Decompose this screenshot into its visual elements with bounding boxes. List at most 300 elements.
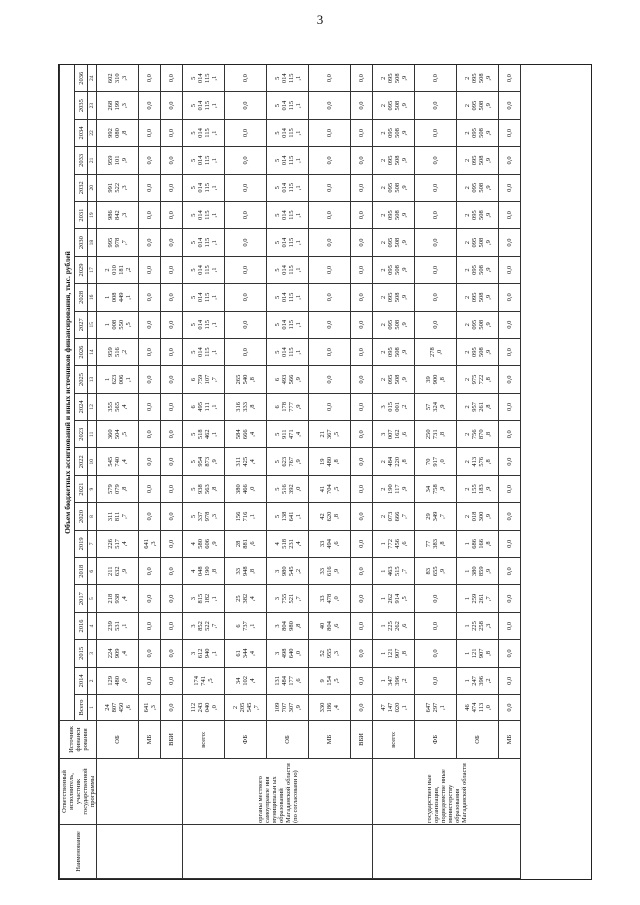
cell-value: 0,0 bbox=[225, 147, 267, 174]
cell-value: 0,0 bbox=[499, 393, 521, 420]
cell-value: 0,0 bbox=[309, 366, 351, 393]
cell-value: 0,0 bbox=[161, 92, 183, 119]
cell-value: 0,0 bbox=[415, 65, 457, 92]
column-number: 22 bbox=[88, 119, 97, 146]
cell-value: 250 731 ,8 bbox=[415, 421, 457, 448]
cell-value: 0,0 bbox=[309, 338, 351, 365]
cell-value: 3 015 001 ,2 bbox=[373, 393, 415, 420]
year-header: 2034 bbox=[75, 119, 88, 146]
cell-value: 1 262 914 ,5 bbox=[373, 585, 415, 612]
cell-value: 5 014 115 ,1 bbox=[267, 284, 309, 311]
cell-value: 0,0 bbox=[351, 585, 373, 612]
cell-value: 2 095 508 ,9 bbox=[373, 284, 415, 311]
table-row bbox=[161, 65, 183, 879]
cell-value: 0,0 bbox=[139, 503, 161, 530]
cell-value: 0,0 bbox=[161, 256, 183, 283]
cell-value: 5 014 115 ,1 bbox=[183, 338, 225, 365]
cell-value: 0,0 bbox=[415, 119, 457, 146]
column-number: 11 bbox=[88, 421, 97, 448]
cell-value: 0,0 bbox=[499, 448, 521, 475]
cell-value: 0,0 bbox=[139, 311, 161, 338]
cell-value: 34 758 ,9 bbox=[415, 475, 457, 502]
cell-value: 316 333 ,8 bbox=[225, 393, 267, 420]
cell-value: 0,0 bbox=[161, 558, 183, 585]
cell-value: 0,0 bbox=[351, 640, 373, 667]
cell-value: 0,0 bbox=[225, 119, 267, 146]
cell-value: 579 079 ,8 bbox=[97, 475, 139, 502]
cell-value: 0,0 bbox=[139, 256, 161, 283]
column-number: 17 bbox=[88, 256, 97, 283]
cell-value: 0,0 bbox=[351, 612, 373, 639]
cell-total: 2 205 545 ,7 bbox=[225, 695, 267, 721]
cell-value: 0,0 bbox=[139, 229, 161, 256]
year-header: 2025 bbox=[75, 366, 88, 393]
cell-value: 5 014 115 ,1 bbox=[183, 147, 225, 174]
cell-value: 25 382 ,4 bbox=[225, 585, 267, 612]
cell-value: 0,0 bbox=[351, 92, 373, 119]
cell-value: 360 504 ,5 bbox=[97, 421, 139, 448]
column-number: 20 bbox=[88, 174, 97, 201]
row-source: ФБ bbox=[225, 721, 267, 759]
cell-value: 0,0 bbox=[161, 612, 183, 639]
cell-value: 0,0 bbox=[225, 256, 267, 283]
cell-value: 2 413 576 ,8 bbox=[457, 448, 499, 475]
column-number: 3 bbox=[88, 640, 97, 667]
cell-value: 1 121 907 ,8 bbox=[373, 640, 415, 667]
cell-value: 0,0 bbox=[225, 201, 267, 228]
cell-value: 5 014 115 ,1 bbox=[267, 92, 309, 119]
cell-value: 33 478 ,0 bbox=[309, 585, 351, 612]
year-header: 2016 bbox=[75, 612, 88, 639]
cell-value: 0,0 bbox=[351, 338, 373, 365]
cell-value: 311 811 ,7 bbox=[97, 503, 139, 530]
cell-value: 1 121 907 ,8 bbox=[457, 640, 499, 667]
cell-total: 647 297 ,1 bbox=[415, 695, 457, 721]
cell-value: 0,0 bbox=[351, 558, 373, 585]
cell-value: 2 095 508 ,9 bbox=[457, 338, 499, 365]
cell-value: 0,0 bbox=[499, 530, 521, 557]
cell-value: 0,0 bbox=[499, 612, 521, 639]
year-header: 2031 bbox=[75, 201, 88, 228]
cell-value: 2 095 508 ,9 bbox=[373, 256, 415, 283]
year-header: 2033 bbox=[75, 147, 88, 174]
cell-value: 5 014 115 ,1 bbox=[267, 119, 309, 146]
cell-value: 0,0 bbox=[415, 229, 457, 256]
cell-value: 0,0 bbox=[161, 503, 183, 530]
cell-value: 2 095 508 ,9 bbox=[457, 284, 499, 311]
cell-value: 2 095 508 ,9 bbox=[457, 65, 499, 92]
cell-value: 3 804 980 ,8 bbox=[267, 612, 309, 639]
cell-value: 2 095 508 ,9 bbox=[457, 174, 499, 201]
cell-value: 0,0 bbox=[415, 92, 457, 119]
year-header: 2024 bbox=[75, 393, 88, 420]
cell-value: 6 759 107 ,7 bbox=[183, 366, 225, 393]
year-header: 2017 bbox=[75, 585, 88, 612]
cell-value: 0,0 bbox=[161, 475, 183, 502]
cell-value: 0,0 bbox=[415, 174, 457, 201]
cell-value: 6 178 777 ,9 bbox=[267, 393, 309, 420]
column-number: 18 bbox=[88, 229, 97, 256]
cell-value: 0,0 bbox=[499, 338, 521, 365]
cell-value: 28 881 ,6 bbox=[225, 530, 267, 557]
cell-value: 5 138 641 ,1 bbox=[267, 503, 309, 530]
year-header: 2032 bbox=[75, 174, 88, 201]
cell-value: 2 010 181 ,2 bbox=[97, 256, 139, 283]
cell-value: 0,0 bbox=[161, 65, 183, 92]
cell-value: 0,0 bbox=[351, 311, 373, 338]
row-name bbox=[373, 825, 521, 879]
cell-value: 29 349 ,7 bbox=[415, 503, 457, 530]
column-number: 21 bbox=[88, 147, 97, 174]
cell-value: 0,0 bbox=[139, 65, 161, 92]
cell-value: 52 955 ,3 bbox=[309, 640, 351, 667]
table-row bbox=[373, 65, 415, 879]
cell-value: 5 014 115 ,1 bbox=[267, 256, 309, 283]
cell-value: 959 516 ,2 bbox=[97, 338, 139, 365]
row-source: ОБ bbox=[97, 721, 139, 759]
year-header: 2026 bbox=[75, 338, 88, 365]
cell-value: 5 014 115 ,1 bbox=[267, 338, 309, 365]
cell-value: 0,0 bbox=[351, 201, 373, 228]
cell-value: 2 155 183 ,9 bbox=[457, 475, 499, 502]
cell-value: 19 480 ,8 bbox=[309, 448, 351, 475]
cell-value: 0,0 bbox=[139, 366, 161, 393]
cell-value: 995 978 ,7 bbox=[97, 229, 139, 256]
cell-value: 0,0 bbox=[499, 174, 521, 201]
cell-value: 5 014 115 ,1 bbox=[267, 147, 309, 174]
cell-value: 641 ,3 bbox=[139, 530, 161, 557]
cell-value: 33 616 ,9 bbox=[309, 558, 351, 585]
cell-value: 0,0 bbox=[351, 256, 373, 283]
cell-value: 0,0 bbox=[225, 229, 267, 256]
cell-value: 0,0 bbox=[351, 393, 373, 420]
table-row bbox=[351, 65, 373, 879]
cell-value: 0,0 bbox=[139, 585, 161, 612]
cell-value: 992 080 ,8 bbox=[97, 119, 139, 146]
cell-value: 2 484 220 ,8 bbox=[373, 448, 415, 475]
cell-value: 239 531 ,1 bbox=[97, 612, 139, 639]
cell-value: 174 741 ,5 bbox=[183, 667, 225, 694]
cell-value: 83 655 ,9 bbox=[415, 558, 457, 585]
cell-value: 959 101 ,9 bbox=[97, 147, 139, 174]
year-header: 2027 bbox=[75, 311, 88, 338]
cell-value: 0,0 bbox=[161, 530, 183, 557]
column-number: 12 bbox=[88, 393, 97, 420]
cell-value: 2 095 508 ,9 bbox=[457, 256, 499, 283]
financing-table bbox=[59, 64, 521, 879]
cell-value: 0,0 bbox=[415, 585, 457, 612]
cell-value: 5 014 115 ,1 bbox=[183, 284, 225, 311]
cell-value: 268 199 ,3 bbox=[97, 92, 139, 119]
cell-value: 0,0 bbox=[139, 667, 161, 694]
header-name: Наименование bbox=[60, 825, 97, 879]
cell-value: 2 095 508 ,9 bbox=[373, 229, 415, 256]
column-number: 1 bbox=[88, 695, 97, 721]
cell-value: 3 007 162 ,6 bbox=[373, 421, 415, 448]
cell-value: 0,0 bbox=[351, 421, 373, 448]
cell-value: 2 957 261 ,8 bbox=[457, 393, 499, 420]
cell-value: 0,0 bbox=[225, 92, 267, 119]
cell-value: 5 938 563 ,8 bbox=[183, 475, 225, 502]
cell-value: 0,0 bbox=[351, 530, 373, 557]
year-header: 2019 bbox=[75, 530, 88, 557]
cell-value: 1 380 859 ,9 bbox=[457, 558, 499, 585]
cell-value: 0,0 bbox=[415, 311, 457, 338]
cell-value: 0,0 bbox=[499, 201, 521, 228]
cell-value: 0,0 bbox=[309, 65, 351, 92]
cell-value: 0,0 bbox=[351, 475, 373, 502]
cell-value: 4 518 231 ,4 bbox=[267, 530, 309, 557]
cell-value: 0,0 bbox=[351, 448, 373, 475]
cell-value: 2 190 117 ,9 bbox=[373, 475, 415, 502]
cell-value: 5 911 471 ,4 bbox=[267, 421, 309, 448]
year-header: 2014 bbox=[75, 667, 88, 694]
cell-value: 0,0 bbox=[351, 503, 373, 530]
cell-value: 265 540 ,8 bbox=[225, 366, 267, 393]
cell-value: 0,0 bbox=[161, 284, 183, 311]
column-number: 15 bbox=[88, 311, 97, 338]
cell-value: 0,0 bbox=[161, 174, 183, 201]
row-responsible: органы местного самоуправле ния муниципальн ых образований Магаданской области (по согласовани ю) bbox=[183, 759, 373, 825]
cell-value: 3 815 182 ,1 bbox=[183, 585, 225, 612]
cell-value: 129 480 ,0 bbox=[97, 667, 139, 694]
cell-value: 0,0 bbox=[499, 475, 521, 502]
cell-value: 0,0 bbox=[225, 65, 267, 92]
cell-value: 2 095 508 ,9 bbox=[373, 92, 415, 119]
cell-value: 3 980 545 ,2 bbox=[267, 558, 309, 585]
cell-value: 0,0 bbox=[225, 284, 267, 311]
cell-value: 311 425 ,4 bbox=[225, 448, 267, 475]
cell-total: 46 474 113 ,0 bbox=[457, 695, 499, 721]
table-caption: Объем бюджетных ассигнований и иных источников финансирования, тыс. рублей bbox=[60, 65, 75, 721]
table-row bbox=[225, 65, 267, 879]
cell-value: 0,0 bbox=[139, 612, 161, 639]
cell-value: 5 518 462 ,1 bbox=[183, 421, 225, 448]
year-header: 2028 bbox=[75, 284, 88, 311]
cell-total: 47 147 020 ,1 bbox=[373, 695, 415, 721]
row-source: всего: bbox=[183, 721, 225, 759]
cell-value: 0,0 bbox=[139, 338, 161, 365]
cell-value: 1 623 006 ,1 bbox=[97, 366, 139, 393]
cell-value: 224 909 ,4 bbox=[97, 640, 139, 667]
cell-value: 5 014 115 ,1 bbox=[183, 119, 225, 146]
cell-value: 0,0 bbox=[139, 147, 161, 174]
cell-value: 0,0 bbox=[351, 65, 373, 92]
column-number: 19 bbox=[88, 201, 97, 228]
cell-value: 5 014 115 ,1 bbox=[183, 201, 225, 228]
cell-value: 0,0 bbox=[309, 284, 351, 311]
cell-value: 1 259 261 ,7 bbox=[457, 585, 499, 612]
cell-value: 42 620 ,8 bbox=[309, 503, 351, 530]
cell-value: 2 095 508 ,9 bbox=[373, 174, 415, 201]
year-header: 2023 bbox=[75, 421, 88, 448]
cell-value: 5 014 115 ,1 bbox=[267, 174, 309, 201]
cell-value: 0,0 bbox=[499, 421, 521, 448]
row-responsible: государствен ные организации, подведомстве нные министерству образования Магаданской области bbox=[373, 759, 521, 825]
cell-value: 5 014 115 ,1 bbox=[267, 65, 309, 92]
cell-value: 9 154 ,5 bbox=[309, 667, 351, 694]
cell-value: 0,0 bbox=[499, 92, 521, 119]
cell-value: 0,0 bbox=[161, 119, 183, 146]
cell-value: 1 686 166 ,8 bbox=[457, 530, 499, 557]
cell-value: 0,0 bbox=[161, 366, 183, 393]
cell-value: 5 014 115 ,1 bbox=[183, 65, 225, 92]
cell-value: 0,0 bbox=[161, 448, 183, 475]
row-source: ОБ bbox=[457, 721, 499, 759]
cell-value: 5 337 978 ,3 bbox=[183, 503, 225, 530]
cell-value: 0,0 bbox=[139, 284, 161, 311]
cell-value: 57 324 ,9 bbox=[415, 393, 457, 420]
cell-value: 0,0 bbox=[309, 256, 351, 283]
table-row bbox=[267, 65, 309, 879]
column-number: 24 bbox=[88, 65, 97, 92]
cell-value: 6 737 ,1 bbox=[225, 612, 267, 639]
row-responsible bbox=[97, 759, 183, 825]
cell-value: 0,0 bbox=[225, 174, 267, 201]
row-source: МБ bbox=[139, 721, 161, 759]
year-header: 2015 bbox=[75, 640, 88, 667]
cell-value: 39 900 ,8 bbox=[415, 366, 457, 393]
column-number: 16 bbox=[88, 284, 97, 311]
cell-value: 33 494 ,6 bbox=[309, 530, 351, 557]
cell-value: 3 852 522 ,7 bbox=[183, 612, 225, 639]
cell-value: 4 580 606 ,9 bbox=[183, 530, 225, 557]
cell-value: 0,0 bbox=[309, 229, 351, 256]
cell-value: 0,0 bbox=[351, 366, 373, 393]
table-row bbox=[309, 65, 351, 879]
year-header: 2018 bbox=[75, 558, 88, 585]
cell-value: 0,0 bbox=[499, 147, 521, 174]
cell-value: 0,0 bbox=[161, 338, 183, 365]
cell-value: 0,0 bbox=[225, 338, 267, 365]
cell-value: 1 247 396 ,2 bbox=[457, 667, 499, 694]
cell-value: 0,0 bbox=[161, 229, 183, 256]
cell-value: 0,0 bbox=[351, 284, 373, 311]
cell-value: 0,0 bbox=[309, 174, 351, 201]
cell-value: 2 095 508 ,9 bbox=[373, 201, 415, 228]
cell-value: 2 095 508 ,9 bbox=[373, 338, 415, 365]
cell-value: 0,0 bbox=[499, 585, 521, 612]
column-number: 4 bbox=[88, 612, 97, 639]
column-number: 23 bbox=[88, 92, 97, 119]
cell-value: 0,0 bbox=[139, 393, 161, 420]
row-source: ОБ bbox=[267, 721, 309, 759]
cell-value: 70 917 ,0 bbox=[415, 448, 457, 475]
cell-total: 330 186 ,4 bbox=[309, 695, 351, 721]
row-name bbox=[183, 825, 373, 879]
cell-value: 545 740 ,4 bbox=[97, 448, 139, 475]
cell-value: 0,0 bbox=[139, 174, 161, 201]
cell-value: 355 565 ,4 bbox=[97, 393, 139, 420]
cell-value: 2 756 870 ,8 bbox=[457, 421, 499, 448]
cell-value: 5 014 115 ,1 bbox=[267, 229, 309, 256]
cell-value: 5 954 873 ,9 bbox=[183, 448, 225, 475]
cell-total: 0,0 bbox=[351, 695, 373, 721]
cell-value: 0,0 bbox=[139, 421, 161, 448]
cell-value: 1 225 262 ,6 bbox=[373, 612, 415, 639]
cell-value: 1 772 456 ,6 bbox=[373, 530, 415, 557]
cell-value: 0,0 bbox=[351, 229, 373, 256]
cell-value: 5 014 115 ,1 bbox=[183, 92, 225, 119]
cell-value: 211 632 ,9 bbox=[97, 558, 139, 585]
cell-value: 2 095 508 ,9 bbox=[457, 201, 499, 228]
cell-value: 3 498 640 ,0 bbox=[267, 640, 309, 667]
cell-value: 0,0 bbox=[161, 393, 183, 420]
table-row bbox=[183, 65, 225, 879]
cell-value: 5 014 115 ,1 bbox=[183, 256, 225, 283]
table-row bbox=[415, 65, 457, 879]
rotated-page bbox=[58, 64, 592, 880]
cell-value: 0,0 bbox=[309, 92, 351, 119]
cell-value: 21 367 ,5 bbox=[309, 421, 351, 448]
cell-value: 2 073 666 ,7 bbox=[373, 503, 415, 530]
cell-total: 109 707 307 ,9 bbox=[267, 695, 309, 721]
cell-value: 0,0 bbox=[415, 147, 457, 174]
cell-value: 2 095 508 ,9 bbox=[457, 229, 499, 256]
cell-value: 0,0 bbox=[161, 585, 183, 612]
cell-value: 0,0 bbox=[309, 201, 351, 228]
cell-value: 5 014 115 ,1 bbox=[183, 229, 225, 256]
cell-value: 0,0 bbox=[139, 640, 161, 667]
cell-value: 0,0 bbox=[499, 229, 521, 256]
year-header: 2035 bbox=[75, 92, 88, 119]
column-number: 14 bbox=[88, 338, 97, 365]
cell-value: 0,0 bbox=[309, 311, 351, 338]
cell-value: 0,0 bbox=[309, 119, 351, 146]
cell-value: 0,0 bbox=[499, 640, 521, 667]
cell-value: 0,0 bbox=[499, 366, 521, 393]
cell-value: 602 310 ,3 bbox=[97, 65, 139, 92]
header-responsible: Ответственный исполнитель, участник государственной программы bbox=[60, 759, 97, 825]
column-number: 13 bbox=[88, 366, 97, 393]
cell-value: 0,0 bbox=[161, 421, 183, 448]
cell-value: 0,0 bbox=[499, 503, 521, 530]
column-number: 8 bbox=[88, 503, 97, 530]
cell-value: 0,0 bbox=[351, 147, 373, 174]
column-number: 2 bbox=[88, 667, 97, 694]
cell-value: 2 095 508 ,9 bbox=[373, 65, 415, 92]
cell-value: 1 347 396 ,2 bbox=[373, 667, 415, 694]
cell-value: 0,0 bbox=[161, 201, 183, 228]
cell-value: 2 095 508 ,9 bbox=[373, 147, 415, 174]
cell-value: 0,0 bbox=[139, 201, 161, 228]
cell-value: 0,0 bbox=[415, 640, 457, 667]
cell-value: 0,0 bbox=[415, 256, 457, 283]
cell-value: 584 666 ,4 bbox=[225, 421, 267, 448]
cell-value: 0,0 bbox=[499, 311, 521, 338]
cell-value: 2 095 508 ,9 bbox=[457, 311, 499, 338]
cell-total: 0,0 bbox=[161, 695, 183, 721]
cell-value: 40 804 ,6 bbox=[309, 612, 351, 639]
cell-value: 6 493 566 ,9 bbox=[267, 366, 309, 393]
row-source: ФБ bbox=[415, 721, 457, 759]
row-source: ВБИ bbox=[161, 721, 183, 759]
cell-value: 0,0 bbox=[415, 284, 457, 311]
cell-value: 0,0 bbox=[351, 667, 373, 694]
table-row bbox=[499, 65, 521, 879]
cell-value: 5 014 115 ,1 bbox=[267, 201, 309, 228]
page-number: 3 bbox=[316, 12, 324, 27]
cell-value: 0,0 bbox=[161, 640, 183, 667]
cell-value: 0,0 bbox=[139, 119, 161, 146]
row-name bbox=[97, 825, 183, 879]
row-source: ВБИ bbox=[351, 721, 373, 759]
year-header: 2036 bbox=[75, 65, 88, 92]
cell-value: 0,0 bbox=[499, 667, 521, 694]
cell-value: 0,0 bbox=[161, 667, 183, 694]
cell-value: 41 704 ,5 bbox=[309, 475, 351, 502]
cell-value: 2 095 508 ,9 bbox=[457, 92, 499, 119]
